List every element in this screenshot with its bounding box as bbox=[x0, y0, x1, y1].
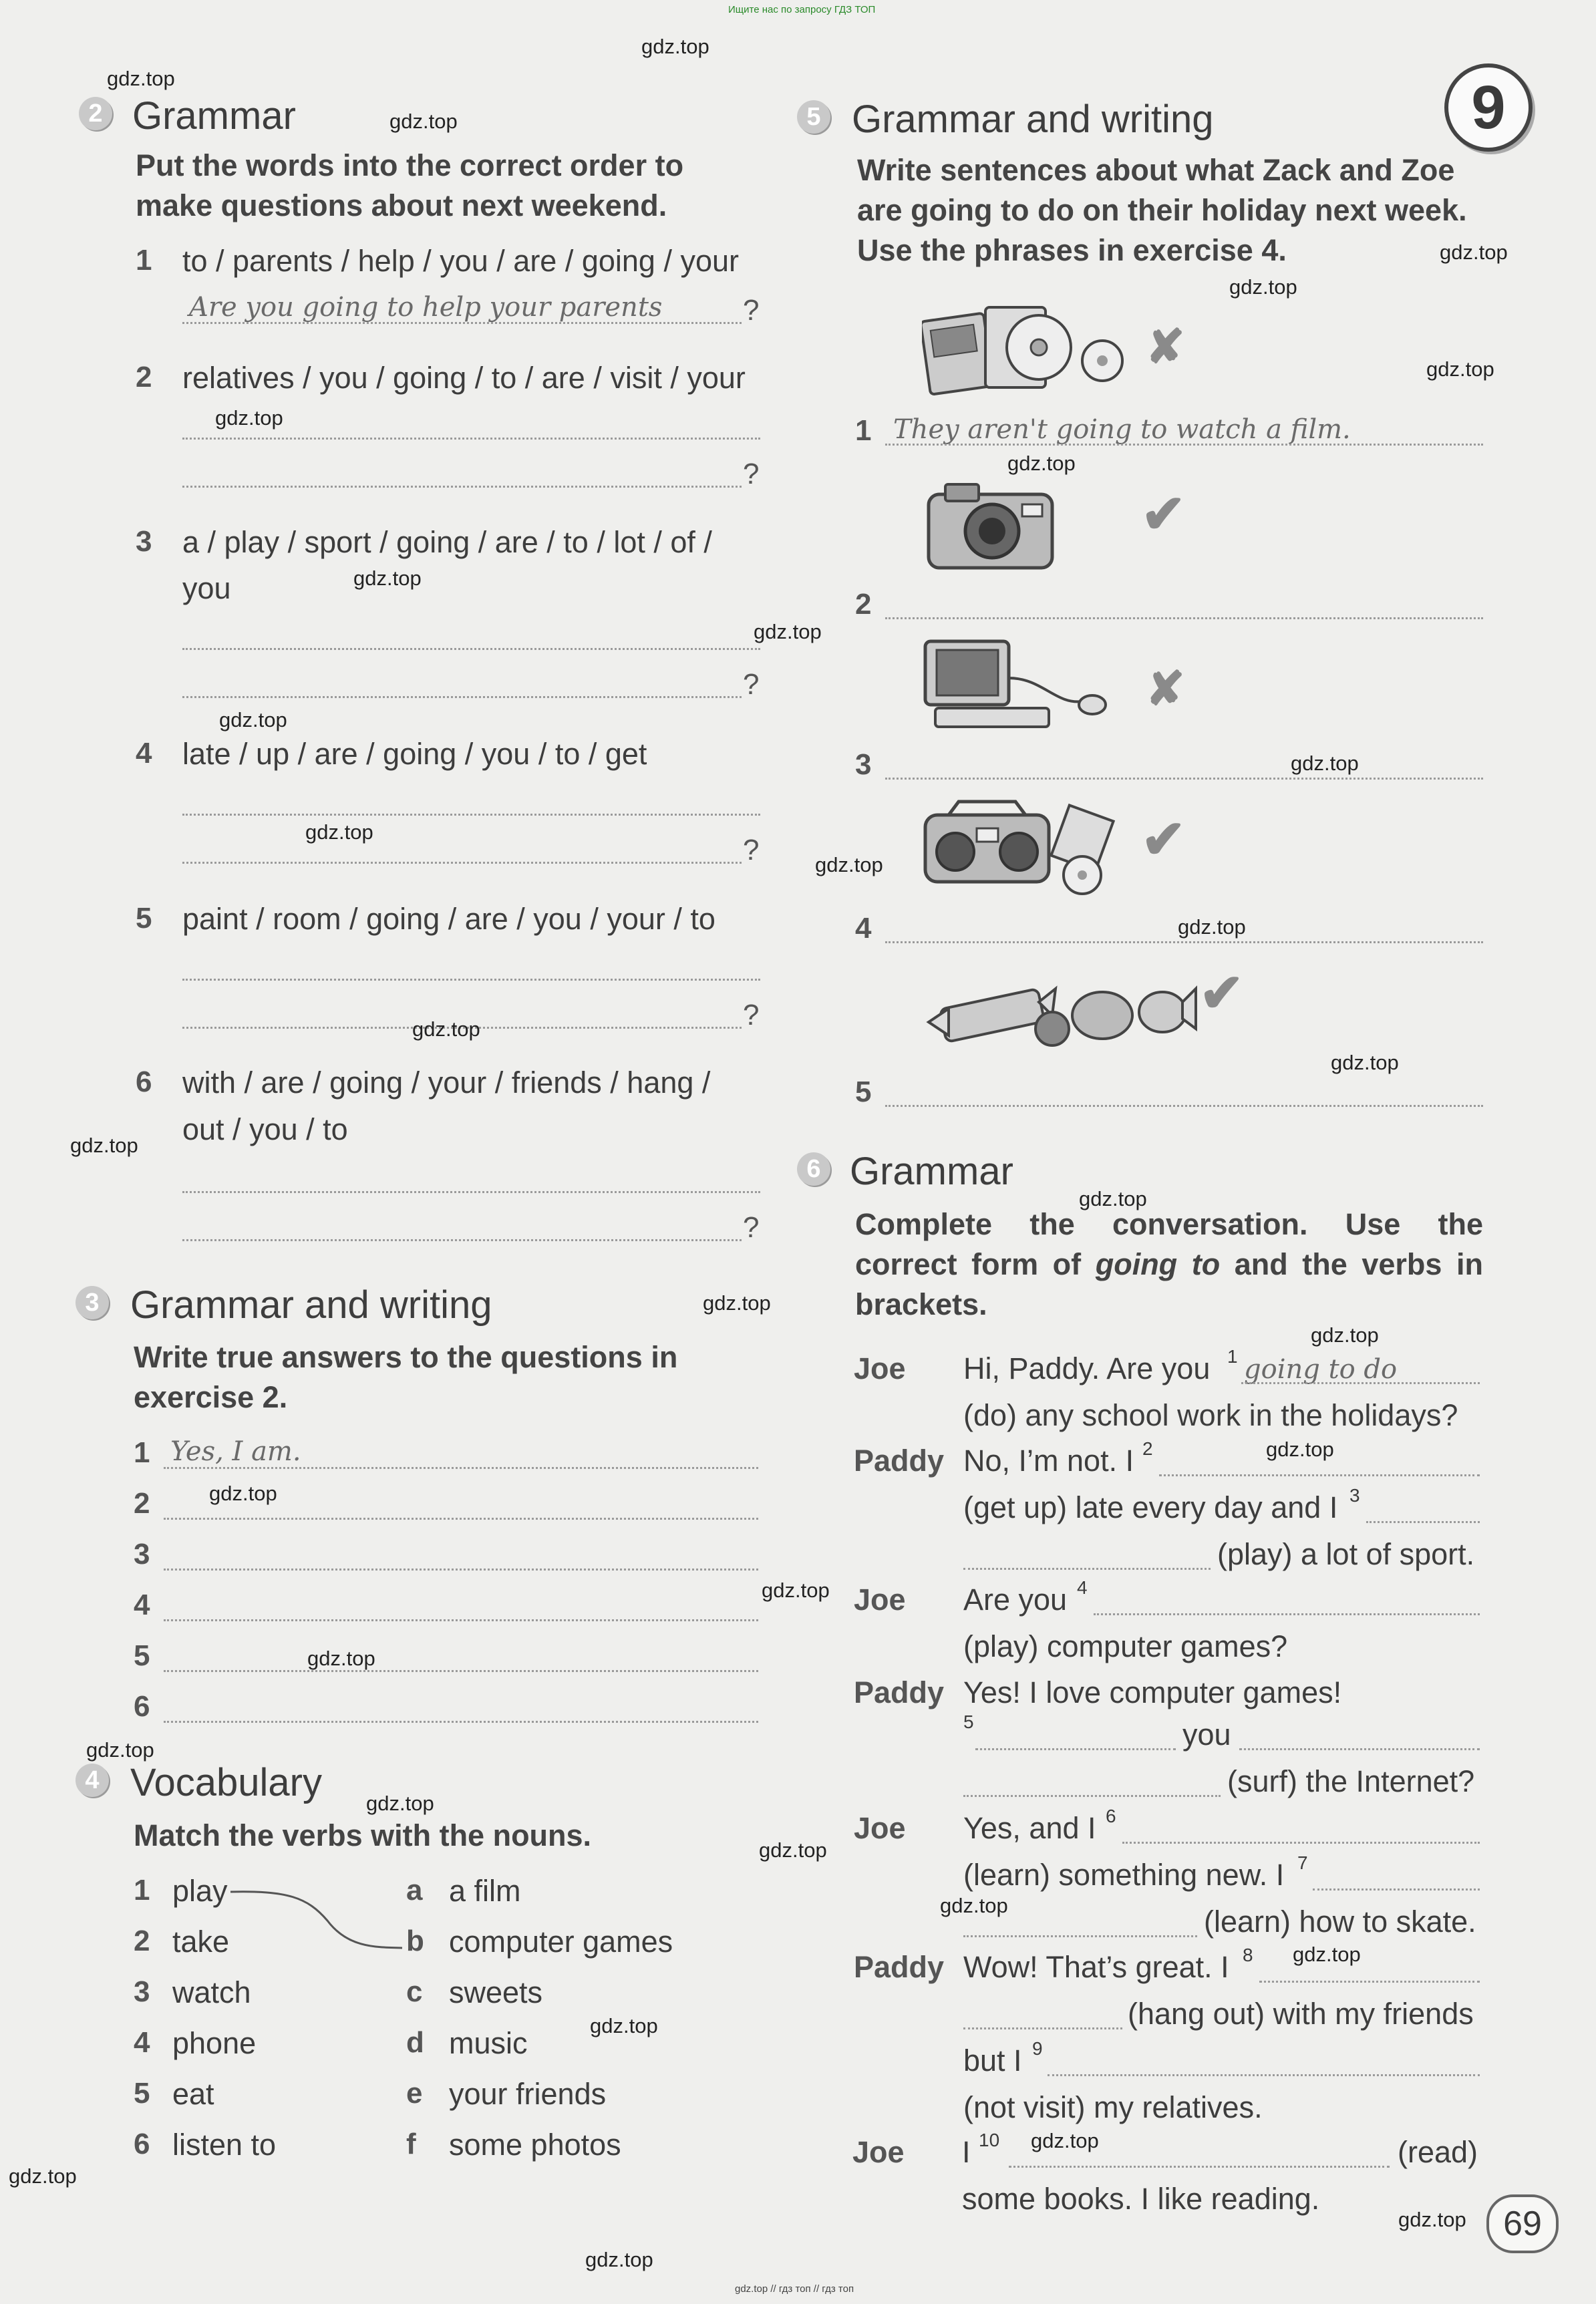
ex2-item-2-line-b[interactable] bbox=[182, 486, 742, 488]
conv-sup-9: 9 bbox=[1032, 2038, 1043, 2059]
ex2-item-3-words-2: you bbox=[182, 571, 231, 605]
watermark: gdz.top bbox=[815, 853, 883, 876]
ex4-verb-6-number: 6 bbox=[134, 2128, 150, 2160]
conv-l2c: (play) a lot of sport. bbox=[1217, 1537, 1475, 1571]
ex2-qmark-4: ? bbox=[743, 834, 760, 866]
ex5-answer-1: They aren't going to watch a film. bbox=[893, 414, 1351, 445]
conv-blank-3b[interactable] bbox=[963, 1568, 1211, 1570]
ex4-noun-b[interactable]: computer games bbox=[449, 1925, 673, 1959]
watermark: gdz.top bbox=[1440, 240, 1508, 264]
ex5-item-3: 3 bbox=[855, 748, 872, 781]
watermark: gdz.top bbox=[762, 1579, 830, 1602]
ex5-line-3[interactable] bbox=[885, 778, 1483, 780]
ex2-item-2-line-a[interactable] bbox=[182, 438, 760, 440]
ex6-instruction-2 bbox=[855, 1245, 1483, 1285]
ex5-item-5: 5 bbox=[855, 1076, 872, 1108]
ex3-item-5: 5 bbox=[134, 1639, 150, 1672]
conv-blank-5a[interactable] bbox=[975, 1748, 1176, 1750]
ex4-verb-5-number: 5 bbox=[134, 2077, 150, 2110]
watermark: gdz.top bbox=[389, 110, 458, 133]
ex3-item-3: 3 bbox=[134, 1538, 150, 1571]
speaker-joe-3: Joe bbox=[854, 1811, 906, 1845]
watermark: gdz.top bbox=[70, 1134, 138, 1157]
music-player-image bbox=[922, 798, 1116, 898]
watermark: gdz.top bbox=[1426, 357, 1494, 381]
conv-l4c: (surf) the Internet? bbox=[1227, 1764, 1475, 1798]
watermark: gdz.top bbox=[1331, 1051, 1399, 1074]
watermark: gdz.top bbox=[353, 566, 422, 590]
conv-blank-6[interactable] bbox=[1122, 1842, 1480, 1844]
ex2-item-3-line-b[interactable] bbox=[182, 696, 742, 698]
ex5-mark-2-tick-icon: ✔ bbox=[1141, 484, 1186, 544]
ex5-mark-3-cross-icon: ✘ bbox=[1146, 663, 1185, 715]
conv-blank-7a[interactable] bbox=[1313, 1888, 1480, 1890]
speaker-joe-1: Joe bbox=[854, 1351, 906, 1385]
bottom-banner: gdz.top // гдз топ // гдз топ bbox=[735, 2283, 854, 2295]
watermark: gdz.top bbox=[1293, 1943, 1361, 1966]
ex5-line-2[interactable] bbox=[885, 617, 1483, 619]
ex4-verb-6[interactable]: listen to bbox=[172, 2128, 277, 2162]
ex6-title: Grammar bbox=[850, 1150, 1013, 1193]
conv-sup-7: 7 bbox=[1297, 1852, 1308, 1873]
ex2-item-3-number: 3 bbox=[136, 525, 152, 558]
watermark: gdz.top bbox=[585, 2248, 653, 2271]
ex2-instruction: Put the words into the correct order to make questions about next weekend. bbox=[136, 148, 684, 222]
ex2-item-1-line[interactable] bbox=[182, 322, 742, 324]
ex6-instruction-1: Complete the conversation. Use the bbox=[855, 1207, 1483, 1241]
ex5-title: Grammar and writing bbox=[852, 98, 1214, 141]
ex5-mark-5-tick-icon: ✔ bbox=[1199, 963, 1245, 1023]
film-dvd-image bbox=[922, 301, 1136, 401]
ex2-item-6-line-a[interactable] bbox=[182, 1191, 760, 1193]
ex2-item-4-line-a[interactable] bbox=[182, 814, 760, 816]
conv-blank-2[interactable] bbox=[1159, 1474, 1480, 1476]
ex5-line-4[interactable] bbox=[885, 941, 1483, 943]
watermark: gdz.top bbox=[1007, 452, 1076, 475]
ex2-item-1-number: 1 bbox=[136, 244, 152, 277]
ex2-item-4-number: 4 bbox=[136, 737, 152, 770]
ex2-item-6-line-b[interactable] bbox=[182, 1239, 742, 1241]
conv-l3a: Are you bbox=[963, 1583, 1068, 1617]
conv-l7a: I bbox=[962, 2135, 971, 2169]
ex4-noun-c[interactable]: sweets bbox=[449, 1975, 543, 2009]
conv-sup-5: 5 bbox=[963, 1711, 974, 1732]
ex4-title: Vocabulary bbox=[130, 1761, 322, 1804]
watermark: gdz.top bbox=[590, 2014, 658, 2037]
ex2-number: 2 bbox=[79, 97, 112, 130]
ex5-mark-4-tick-icon: ✔ bbox=[1141, 810, 1186, 869]
ex2-item-5-number: 5 bbox=[136, 902, 152, 935]
conv-l7b: (read) bbox=[1398, 2135, 1478, 2169]
ex4-noun-d-letter: d bbox=[406, 2026, 424, 2059]
ex3-instruction: Write true answers to the questions in exercise 2. bbox=[134, 1340, 678, 1414]
ex5-mark-1-cross-icon: ✘ bbox=[1146, 321, 1185, 373]
conv-sup-1: 1 bbox=[1227, 1346, 1238, 1367]
ex5-item-1: 1 bbox=[855, 414, 872, 447]
ex4-noun-c-letter: c bbox=[406, 1975, 423, 2008]
ex5-line-1[interactable] bbox=[885, 444, 1483, 446]
ex4-verb-1-number: 1 bbox=[134, 1874, 150, 1907]
conv-l6a: Wow! That’s great. I bbox=[963, 1950, 1229, 1984]
ex4-verb-2-number: 2 bbox=[134, 1925, 150, 1957]
ex4-noun-b-letter: b bbox=[406, 1925, 424, 1957]
ex3-item-1: 1 bbox=[134, 1436, 150, 1469]
conv-l4a: Yes! I love computer games! bbox=[963, 1675, 1342, 1709]
speaker-joe-2: Joe bbox=[854, 1583, 906, 1617]
ex2-title: Grammar bbox=[132, 94, 296, 138]
sweets-image bbox=[922, 962, 1203, 1062]
ex2-item-5-line-a[interactable] bbox=[182, 979, 760, 981]
conv-l4b: you bbox=[1182, 1717, 1231, 1752]
ex2-item-6-words-1: with / are / going / your / friends / hang / bbox=[182, 1065, 711, 1100]
ex2-qmark-1: ? bbox=[743, 294, 760, 327]
ex3-line-2[interactable] bbox=[164, 1518, 758, 1520]
ex3-item-6: 6 bbox=[134, 1690, 150, 1723]
watermark: gdz.top bbox=[219, 708, 287, 731]
ex5-number: 5 bbox=[797, 100, 830, 134]
conv-l6b: (hang out) with my friends bbox=[1128, 1997, 1474, 2031]
conv-sup-8: 8 bbox=[1243, 1945, 1253, 1965]
watermark: gdz.top bbox=[1311, 1323, 1379, 1347]
conv-blank-1[interactable] bbox=[1241, 1382, 1480, 1384]
ex4-noun-f-letter: f bbox=[406, 2128, 416, 2160]
conv-blank-8a[interactable] bbox=[1259, 1981, 1480, 1983]
watermark: gdz.top bbox=[9, 2164, 77, 2188]
ex4-verb-3-number: 3 bbox=[134, 1975, 150, 2008]
ex2-item-3-words-1: a / play / sport / going / are / to / lot / of / bbox=[182, 525, 712, 559]
watermark: gdz.top bbox=[412, 1017, 480, 1041]
camera-image bbox=[925, 474, 1059, 574]
conv-sup-10: 10 bbox=[979, 2130, 1000, 2150]
speaker-joe-4: Joe bbox=[852, 2135, 905, 2169]
conv-blank-9[interactable] bbox=[1048, 2074, 1480, 2076]
ex4-verb-3[interactable]: watch bbox=[172, 1975, 251, 2009]
unit-badge bbox=[1444, 63, 1533, 152]
watermark: gdz.top bbox=[209, 1482, 277, 1505]
speaker-paddy-2: Paddy bbox=[854, 1675, 945, 1709]
conv-l3b: (play) computer games? bbox=[963, 1629, 1288, 1663]
ex5-line-5[interactable] bbox=[885, 1105, 1483, 1107]
watermark: gdz.top bbox=[1398, 2208, 1466, 2231]
ex4-noun-f[interactable]: some photos bbox=[449, 2128, 621, 2162]
ex6-number: 6 bbox=[797, 1152, 830, 1186]
ex2-qmark-3: ? bbox=[743, 668, 760, 701]
conv-l5a: Yes, and I bbox=[963, 1811, 1096, 1845]
computer-image bbox=[922, 638, 1136, 731]
watermark: gdz.top bbox=[940, 1894, 1008, 1917]
watermark: gdz.top bbox=[86, 1738, 154, 1762]
ex4-verb-4[interactable]: phone bbox=[172, 2026, 257, 2060]
conv-blank-3a[interactable] bbox=[1366, 1521, 1480, 1523]
watermark: gdz.top bbox=[703, 1291, 771, 1315]
ex5-item-4: 4 bbox=[855, 912, 872, 945]
conv-sup-3: 3 bbox=[1349, 1485, 1360, 1506]
ex4-noun-e[interactable]: your friends bbox=[449, 2077, 607, 2111]
conv-blank-8b[interactable] bbox=[963, 2027, 1122, 2029]
ex4-instruction: Match the verbs with the nouns. bbox=[134, 1818, 592, 1852]
conv-blank-10[interactable] bbox=[1009, 2166, 1390, 2168]
ex3-number: 3 bbox=[75, 1286, 109, 1319]
ex2-item-2-words: relatives / you / going / to / are / visit / your bbox=[182, 361, 746, 395]
watermark: gdz.top bbox=[1079, 1187, 1147, 1210]
conv-sup-4: 4 bbox=[1077, 1577, 1088, 1598]
conv-blank-7b[interactable] bbox=[963, 1935, 1197, 1937]
ex4-match-line bbox=[227, 1884, 408, 1957]
ex4-noun-a-letter: a bbox=[406, 1874, 423, 1907]
watermark: gdz.top bbox=[1178, 915, 1246, 939]
conv-l5c: (learn) how to skate. bbox=[1204, 1905, 1476, 1939]
watermark: gdz.top bbox=[307, 1647, 375, 1670]
conv-sup-6: 6 bbox=[1106, 1806, 1116, 1826]
conv-l2b: (get up) late every day and I bbox=[963, 1490, 1338, 1524]
ex4-noun-a[interactable]: a film bbox=[449, 1874, 521, 1908]
watermark: gdz.top bbox=[107, 67, 175, 90]
watermark: gdz.top bbox=[754, 620, 822, 643]
ex2-item-4-words: late / up / are / going / you / to / get bbox=[182, 737, 647, 771]
ex3-line-4[interactable] bbox=[164, 1619, 758, 1621]
ex5-item-2: 2 bbox=[855, 588, 872, 621]
ex2-qmark-6: ? bbox=[743, 1211, 760, 1244]
ex3-answer-1: Yes, I am. bbox=[170, 1436, 301, 1467]
conv-l5b: (learn) something new. I bbox=[963, 1858, 1285, 1892]
ex6-instruction-2a: correct form of bbox=[855, 1247, 1096, 1281]
conv-l1a: Hi, Paddy. Are you bbox=[963, 1351, 1211, 1385]
watermark: gdz.top bbox=[1031, 2129, 1099, 2152]
ex4-noun-d[interactable]: music bbox=[449, 2026, 528, 2060]
ex6-instruction-2b: going to bbox=[1095, 1247, 1221, 1281]
speaker-paddy-3: Paddy bbox=[854, 1950, 945, 1984]
page-number: 69 bbox=[1486, 2194, 1559, 2253]
watermark: gdz.top bbox=[305, 820, 373, 844]
ex4-verb-2[interactable]: take bbox=[172, 1925, 230, 1959]
unit-number: 9 bbox=[1471, 73, 1506, 142]
watermark: gdz.top bbox=[1229, 275, 1297, 299]
watermark: gdz.top bbox=[366, 1792, 434, 1815]
ex2-item-6-words-2: out / you / to bbox=[182, 1112, 348, 1146]
speaker-paddy-1: Paddy bbox=[854, 1444, 945, 1478]
conv-blank-5c[interactable] bbox=[963, 1795, 1221, 1797]
ex2-qmark-5: ? bbox=[743, 999, 760, 1031]
ex4-noun-e-letter: e bbox=[406, 2077, 423, 2110]
ex2-item-3-line-a[interactable] bbox=[182, 648, 760, 650]
conv-l6c: but I bbox=[963, 2043, 1022, 2078]
conv-blank-4[interactable] bbox=[1094, 1613, 1480, 1615]
ex2-qmark-2: ? bbox=[743, 458, 760, 490]
ex3-title: Grammar and writing bbox=[130, 1283, 492, 1327]
watermark: gdz.top bbox=[641, 35, 709, 58]
conv-blank-5b[interactable] bbox=[1239, 1748, 1480, 1750]
conv-l6d: (not visit) my relatives. bbox=[963, 2090, 1263, 2124]
conv-l1b: (do) any school work in the holidays? bbox=[963, 1398, 1458, 1432]
ex3-line-1[interactable] bbox=[164, 1467, 758, 1469]
ex2-item-1-words: to / parents / help / you / are / going / your bbox=[182, 244, 739, 278]
ex5-instruction: Write sentences about what Zack and Zoe are going to do on their holiday next week. Use the phrases in exercise 4. bbox=[857, 153, 1467, 267]
ex6-instruction-2c: and the verbs in bbox=[1220, 1247, 1483, 1281]
ex2-item-6-number: 6 bbox=[136, 1065, 152, 1098]
watermark: gdz.top bbox=[1266, 1438, 1334, 1461]
ex2-item-5-words: paint / room / going / are / you / your / to bbox=[182, 902, 715, 936]
conv-answer-1: going to do bbox=[1244, 1354, 1398, 1385]
ex6-instruction-3: brackets. bbox=[855, 1287, 987, 1321]
ex3-line-3[interactable] bbox=[164, 1569, 758, 1571]
ex3-line-5[interactable] bbox=[164, 1670, 758, 1672]
ex2-item-1-answer: Are you going to help your parents bbox=[189, 292, 663, 323]
top-banner: Ищите нас по запросу ГДЗ ТОП bbox=[728, 4, 876, 15]
conv-l7c: some books. I like reading. bbox=[962, 2182, 1320, 2216]
watermark: gdz.top bbox=[1291, 752, 1359, 775]
ex2-item-4-line-b[interactable] bbox=[182, 862, 742, 864]
ex4-verb-4-number: 4 bbox=[134, 2026, 150, 2059]
conv-l2a: No, I’m not. I bbox=[963, 1444, 1134, 1478]
watermark: gdz.top bbox=[759, 1838, 827, 1862]
ex3-item-4: 4 bbox=[134, 1589, 150, 1621]
ex4-number: 4 bbox=[75, 1764, 109, 1797]
ex3-line-6[interactable] bbox=[164, 1721, 758, 1723]
ex3-item-2: 2 bbox=[134, 1487, 150, 1520]
ex4-verb-5[interactable]: eat bbox=[172, 2077, 214, 2111]
ex4-verb-1[interactable]: play bbox=[172, 1874, 228, 1908]
watermark: gdz.top bbox=[215, 406, 283, 430]
ex2-item-2-number: 2 bbox=[136, 361, 152, 393]
conv-sup-2: 2 bbox=[1142, 1438, 1153, 1459]
